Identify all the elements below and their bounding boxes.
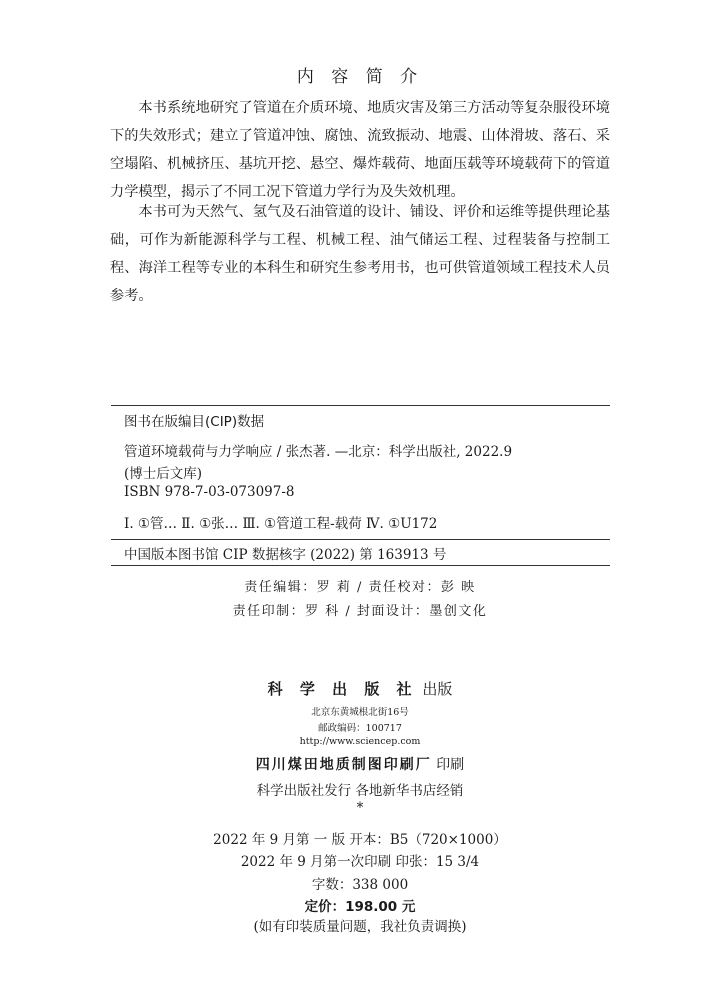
price: 定价：198.00 元 xyxy=(304,899,416,915)
cip-series-line: (博士后文库) xyxy=(124,466,203,482)
printer-name: 四川煤田地质制图印刷厂 xyxy=(255,757,432,773)
printer-line xyxy=(0,754,720,774)
publisher-address: 北京东黄城根北街16号 xyxy=(311,707,409,718)
quality-note: (如有印装质量问题，我社负责调换) xyxy=(253,919,467,935)
edition-line: 2022 年 9 月第 一 版 开本：B5（720×1000） xyxy=(213,832,507,848)
summary-paragraph-2: 本书可为天然气、氢气及石油管道的设计、铺设、评价和运维等提供理论基础，可作为新能源科学与工程、机械工程、油气储运工程、过程装备与控制工程、海洋工程等专业的本科生和研究生参考用书，也可供管道领域工程技术人员参考。 xyxy=(110,204,610,304)
publisher-url: http://www.sciencep.com xyxy=(299,736,421,747)
credits-line-2: 责任印制：罗 科 / 封面设计：墨创文化 xyxy=(232,604,488,619)
word-count: 字数：338 000 xyxy=(311,877,409,893)
cip-number-line: 中国版本图书馆 CIP 数据核字 (2022) 第 163913 号 xyxy=(124,547,447,563)
separator-star: * xyxy=(356,800,364,816)
cip-heading: 图书在版编目(CIP)数据 xyxy=(124,414,265,430)
printer-suffix: 印刷 xyxy=(436,757,465,773)
printing-line: 2022 年 9 月第一次印刷 印张：15 3/4 xyxy=(240,854,480,870)
publisher-line xyxy=(0,678,720,699)
publisher-postcode: 邮政编码：100717 xyxy=(318,723,402,734)
cip-title-line: 管道环境载荷与力学响应 / 张杰著. —北京：科学出版社, 2022.9 xyxy=(124,444,513,460)
summary-paragraph-1: 本书系统地研究了管道在介质环境、地质灾害及第三方活动等复杂服役环境下的失效形式；建立了管道冲蚀、腐蚀、流致振动、地震、山体滑坡、落石、采空塌陷、机械挤压、基坑开挖、悬空、爆炸载荷、地面压载等环境载荷下的管道力学模型，揭示了不同工况下管道力学行为及失效机理。 xyxy=(110,100,610,200)
distribution-line: 科学出版社发行 各地新华书店经销 xyxy=(256,783,464,799)
cip-classification-line: Ⅰ. ①管… Ⅱ. ①张… Ⅲ. ①管道工程-载荷 Ⅳ. ①U172 xyxy=(124,516,438,532)
publisher-suffix: 出版 xyxy=(422,680,453,698)
credits-line-1: 责任编辑：罗 莉 / 责任校对：彭 映 xyxy=(244,580,476,595)
cip-top-rule xyxy=(111,405,610,406)
summary-title: 内 容 简 介 xyxy=(296,67,424,87)
cip-isbn-line: ISBN 978-7-03-073097-8 xyxy=(124,484,295,500)
cip-bottom-rule xyxy=(111,565,610,566)
cip-middle-rule xyxy=(111,539,610,540)
publisher-name: 科 学 出 版 社 xyxy=(267,680,418,698)
